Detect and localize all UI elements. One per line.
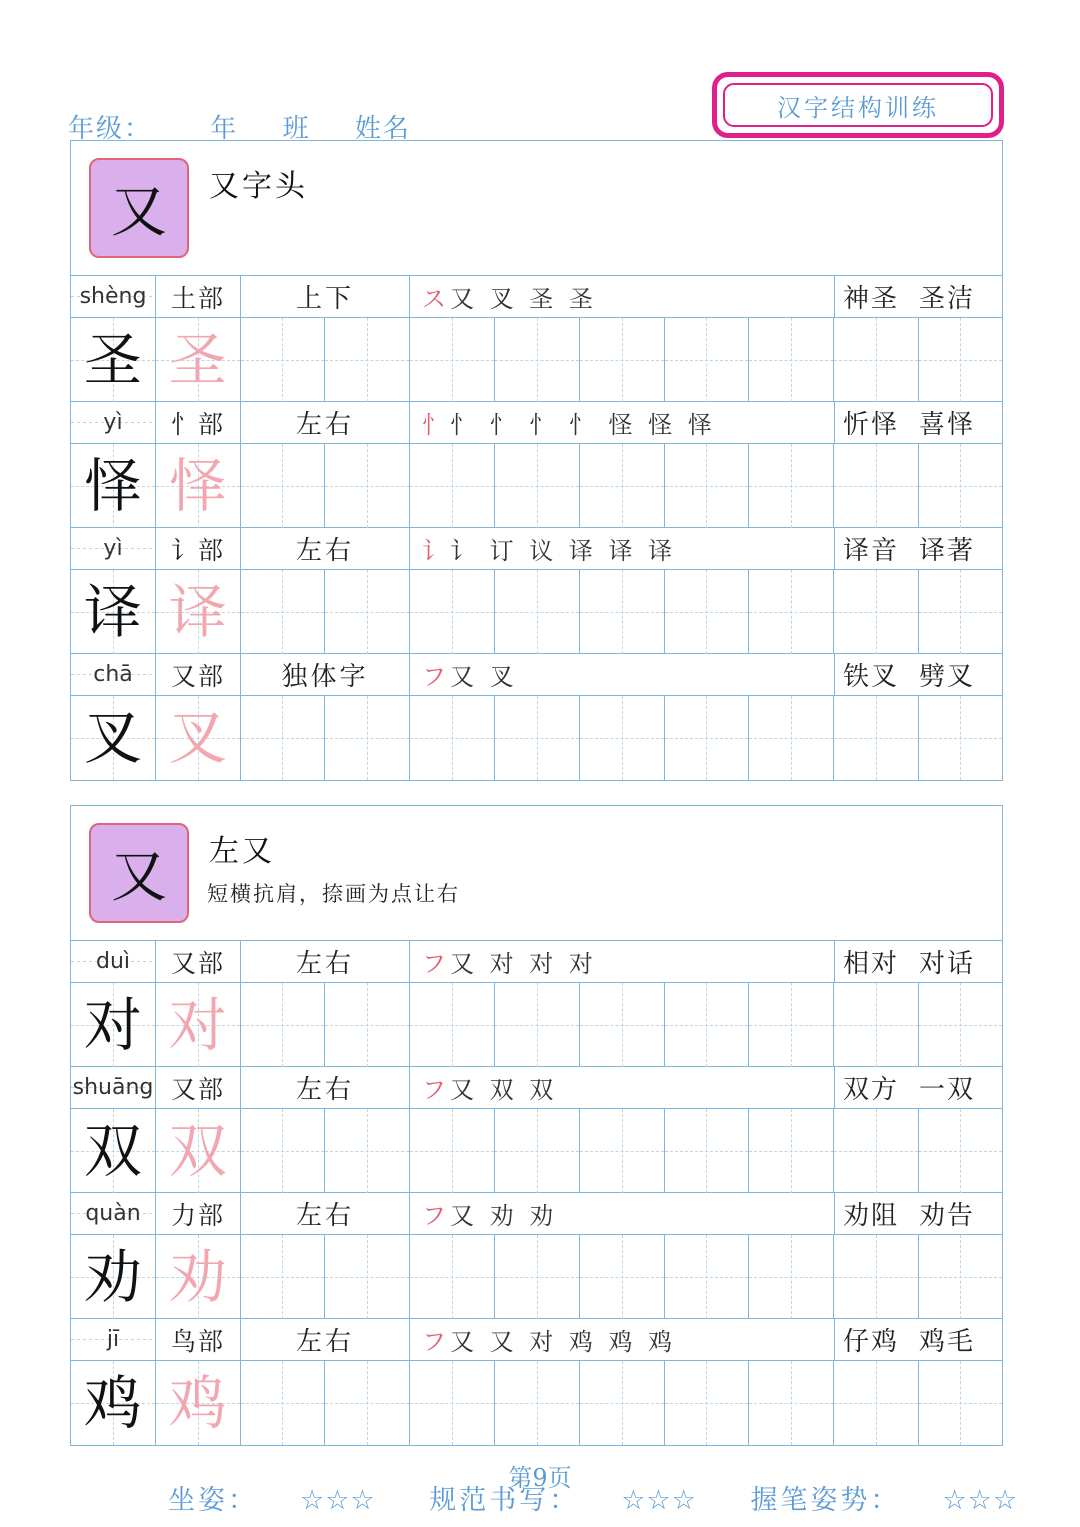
example-words	[835, 276, 1002, 317]
writing-cell[interactable]	[410, 1109, 495, 1193]
title-badge	[712, 72, 1004, 138]
writing-cell[interactable]	[325, 1361, 410, 1445]
structure: 左右	[241, 402, 410, 443]
writing-cell[interactable]	[665, 444, 750, 528]
writing-cell[interactable]	[156, 444, 241, 528]
info-row	[71, 1067, 1002, 1109]
practice-grid-row	[71, 570, 1002, 654]
writing-cell[interactable]	[919, 1109, 1002, 1193]
stroke-order-rest: 讠 订 议 译 译 译	[450, 537, 677, 565]
stroke-order-first: 讠	[422, 537, 450, 565]
writing-cell[interactable]	[325, 696, 410, 780]
stroke-order-first: フ	[422, 950, 450, 978]
pinyin: chā	[71, 654, 156, 695]
stroke-order-rest: 又 又 对 鸡 鸡 鸡	[450, 1328, 677, 1356]
writing-cell[interactable]	[71, 1109, 156, 1193]
structure: 左右	[241, 1193, 410, 1234]
stroke-order	[410, 402, 835, 443]
practice-grid-row	[71, 696, 1002, 780]
practice-grid-row	[71, 318, 1002, 402]
char-entry	[71, 528, 1002, 654]
section-name: 左又	[209, 834, 275, 869]
stroke-order	[410, 1319, 835, 1360]
writing-cell[interactable]	[749, 318, 834, 402]
writing-cell[interactable]	[834, 444, 919, 528]
writing-cell[interactable]	[495, 1109, 580, 1193]
trace-char: 鸡	[168, 1369, 227, 1437]
writing-cell[interactable]	[71, 318, 156, 402]
info-row	[71, 1193, 1002, 1235]
radical: 土部	[156, 276, 241, 317]
example-word: 相对	[843, 949, 900, 979]
grip-stars: ☆☆☆	[942, 1485, 1019, 1516]
example-words	[835, 402, 1002, 443]
pinyin: quàn	[71, 1193, 156, 1234]
writing-cell[interactable]	[919, 570, 1002, 654]
writing-cell[interactable]	[580, 1109, 665, 1193]
writing-cell[interactable]	[241, 570, 326, 654]
writing-cell[interactable]	[71, 696, 156, 780]
writing-cell[interactable]	[325, 318, 410, 402]
trace-char: 圣	[168, 326, 227, 394]
sitting-label: 坐姿：	[168, 1485, 258, 1516]
radical: 忄部	[156, 402, 241, 443]
writing-cell[interactable]	[156, 983, 241, 1067]
writing-cell[interactable]	[834, 318, 919, 402]
stroke-order-first: フ	[422, 1202, 450, 1230]
example-word: 铁叉	[843, 662, 900, 692]
example-word: 劝阻	[843, 1201, 900, 1231]
structure: 独体字	[241, 654, 410, 695]
writing-cell[interactable]	[325, 1235, 410, 1319]
component-char-box: 又	[89, 823, 189, 923]
trace-char: 劝	[168, 1243, 227, 1311]
model-char: 劝	[83, 1243, 142, 1311]
section-1	[70, 140, 1003, 781]
stroke-order-rest: 又 劝 劝	[450, 1202, 558, 1230]
model-char: 叉	[83, 704, 142, 772]
info-row	[71, 654, 1002, 696]
practice-grid-row	[71, 983, 1002, 1067]
example-words	[835, 1067, 1002, 1108]
writing-cell[interactable]	[834, 983, 919, 1067]
writing-cell[interactable]	[580, 570, 665, 654]
page-number: 第9页	[508, 1464, 572, 1492]
writing-cell[interactable]	[919, 1235, 1002, 1319]
title-badge-text: 汉字结构训练	[723, 83, 993, 127]
writing-cell[interactable]	[834, 570, 919, 654]
stroke-order-rest: 又 双 双	[450, 1076, 558, 1104]
structure: 左右	[241, 1067, 410, 1108]
stroke-order-rest: 忄 忄 忄 忄 怪 怪 怿	[450, 411, 716, 439]
stroke-order-first: フ	[422, 663, 450, 691]
writing-cell[interactable]	[156, 1361, 241, 1445]
trace-char: 对	[168, 991, 227, 1059]
section-name: 又字头	[209, 169, 308, 204]
section-2	[70, 805, 1003, 1446]
stroke-order-first: ス	[422, 285, 450, 313]
writing-cell[interactable]	[71, 444, 156, 528]
stroke-order	[410, 1067, 835, 1108]
practice-grid-row	[71, 444, 1002, 528]
example-words	[835, 528, 1002, 569]
writing-cell[interactable]	[241, 318, 326, 402]
writing-stars: ☆☆☆	[621, 1485, 697, 1516]
writing-cell[interactable]	[749, 1109, 834, 1193]
writing-cell[interactable]	[241, 983, 326, 1067]
footer-rating	[168, 1478, 1018, 1517]
writing-cell[interactable]	[410, 1361, 495, 1445]
writing-cell[interactable]	[665, 318, 750, 402]
writing-cell[interactable]	[241, 1109, 326, 1193]
writing-cell[interactable]	[834, 1361, 919, 1445]
example-word: 圣洁	[919, 284, 976, 314]
char-entry	[71, 941, 1002, 1067]
writing-cell[interactable]	[495, 696, 580, 780]
pinyin: duì	[71, 941, 156, 982]
model-char: 双	[83, 1117, 142, 1185]
writing-cell[interactable]	[919, 318, 1002, 402]
radical: 又部	[156, 941, 241, 982]
trace-char: 叉	[168, 704, 227, 772]
stroke-order-rest: 又 叉 圣 圣	[450, 285, 597, 313]
structure: 左右	[241, 941, 410, 982]
info-row	[71, 941, 1002, 983]
example-words	[835, 1319, 1002, 1360]
pinyin: yì	[71, 402, 156, 443]
practice-grid-row	[71, 1109, 1002, 1193]
writing-cell[interactable]	[665, 1235, 750, 1319]
pinyin: shèng	[71, 276, 156, 317]
char-entry	[71, 1319, 1002, 1445]
writing-cell[interactable]	[410, 444, 495, 528]
writing-cell[interactable]	[919, 983, 1002, 1067]
writing-cell[interactable]	[495, 318, 580, 402]
example-word: 劝告	[919, 1201, 976, 1231]
writing-cell[interactable]	[580, 444, 665, 528]
info-row	[71, 276, 1002, 318]
writing-cell[interactable]	[71, 1235, 156, 1319]
trace-char: 双	[168, 1117, 227, 1185]
info-row	[71, 402, 1002, 444]
pinyin: yì	[71, 528, 156, 569]
writing-cell[interactable]	[410, 318, 495, 402]
model-char: 译	[83, 578, 142, 646]
writing-cell[interactable]	[580, 983, 665, 1067]
component-char-box: 又	[89, 158, 189, 258]
structure: 左右	[241, 1319, 410, 1360]
practice-grid-row	[71, 1235, 1002, 1319]
trace-char: 怿	[168, 452, 227, 520]
writing-cell[interactable]	[495, 1361, 580, 1445]
writing-cell[interactable]	[156, 1109, 241, 1193]
class-label: 班	[282, 114, 311, 144]
writing-cell[interactable]	[156, 1235, 241, 1319]
writing-cell[interactable]	[919, 696, 1002, 780]
writing-cell[interactable]	[749, 1235, 834, 1319]
writing-cell[interactable]	[241, 1235, 326, 1319]
example-word: 译音	[843, 536, 900, 566]
trace-char: 译	[168, 578, 227, 646]
example-word: 鸡毛	[919, 1327, 976, 1357]
writing-cell[interactable]	[241, 696, 326, 780]
writing-cell[interactable]	[749, 983, 834, 1067]
example-word: 译著	[919, 536, 976, 566]
writing-cell[interactable]	[495, 444, 580, 528]
writing-cell[interactable]	[665, 1109, 750, 1193]
writing-cell[interactable]	[665, 1361, 750, 1445]
stroke-order-first: フ	[422, 1328, 450, 1356]
char-entry	[71, 276, 1002, 402]
structure: 上下	[241, 276, 410, 317]
writing-cell[interactable]	[834, 696, 919, 780]
radical: 又部	[156, 1067, 241, 1108]
example-word: 仔鸡	[843, 1327, 900, 1357]
writing-cell[interactable]	[495, 983, 580, 1067]
practice-grid-row	[71, 1361, 1002, 1445]
char-entry	[71, 1193, 1002, 1319]
writing-label: 规范书写：	[429, 1485, 580, 1516]
writing-cell[interactable]	[410, 570, 495, 654]
model-char: 对	[83, 991, 142, 1059]
example-words	[835, 1193, 1002, 1234]
stroke-order-first: フ	[422, 1076, 450, 1104]
example-words	[835, 941, 1002, 982]
stroke-order	[410, 528, 835, 569]
writing-cell[interactable]	[580, 1235, 665, 1319]
name-label: 姓名	[354, 114, 411, 144]
writing-cell[interactable]	[665, 570, 750, 654]
writing-cell[interactable]	[156, 318, 241, 402]
section-description: 短横抗肩，捺画为点让右	[207, 882, 460, 906]
writing-cell[interactable]	[665, 696, 750, 780]
pinyin: shuāng	[71, 1067, 156, 1108]
example-word: 神圣	[843, 284, 900, 314]
writing-cell[interactable]	[580, 318, 665, 402]
example-word: 对话	[919, 949, 976, 979]
example-word: 一双	[919, 1075, 976, 1105]
model-char: 圣	[83, 326, 142, 394]
writing-cell[interactable]	[241, 1361, 326, 1445]
example-words	[835, 654, 1002, 695]
writing-cell[interactable]	[71, 1361, 156, 1445]
example-word: 喜怿	[919, 410, 976, 440]
info-row	[71, 1319, 1002, 1361]
info-row	[71, 528, 1002, 570]
writing-cell[interactable]	[410, 1235, 495, 1319]
writing-cell[interactable]	[156, 570, 241, 654]
writing-cell[interactable]	[156, 696, 241, 780]
stroke-order	[410, 276, 835, 317]
char-entry	[71, 402, 1002, 528]
writing-cell[interactable]	[325, 444, 410, 528]
writing-cell[interactable]	[495, 570, 580, 654]
stroke-order	[410, 1193, 835, 1234]
writing-cell[interactable]	[749, 570, 834, 654]
writing-cell[interactable]	[325, 570, 410, 654]
char-entry	[71, 1067, 1002, 1193]
writing-cell[interactable]	[834, 1235, 919, 1319]
stroke-order-rest: 又 叉	[450, 663, 518, 691]
writing-cell[interactable]	[749, 696, 834, 780]
writing-cell[interactable]	[410, 696, 495, 780]
stroke-order-rest: 又 对 对 对	[450, 950, 597, 978]
writing-cell[interactable]	[410, 983, 495, 1067]
example-word: 劈叉	[919, 662, 976, 692]
char-entry	[71, 654, 1002, 780]
radical: 鸟部	[156, 1319, 241, 1360]
structure: 左右	[241, 528, 410, 569]
grip-label: 握笔姿势：	[750, 1485, 901, 1516]
stroke-order	[410, 941, 835, 982]
radical: 又部	[156, 654, 241, 695]
example-word: 忻怿	[843, 410, 900, 440]
writing-cell[interactable]	[749, 444, 834, 528]
model-char: 鸡	[83, 1369, 142, 1437]
writing-cell[interactable]	[665, 983, 750, 1067]
year-label: 年	[210, 114, 239, 144]
writing-cell[interactable]	[495, 1235, 580, 1319]
writing-cell[interactable]	[71, 570, 156, 654]
radical: 讠部	[156, 528, 241, 569]
writing-cell[interactable]	[834, 1109, 919, 1193]
pinyin: jī	[71, 1319, 156, 1360]
writing-cell[interactable]	[580, 696, 665, 780]
model-char: 怿	[83, 452, 142, 520]
writing-cell[interactable]	[919, 1361, 1002, 1445]
writing-cell[interactable]	[919, 444, 1002, 528]
writing-cell[interactable]	[580, 1361, 665, 1445]
writing-cell[interactable]	[71, 983, 156, 1067]
writing-cell[interactable]	[749, 1361, 834, 1445]
writing-cell[interactable]	[325, 983, 410, 1067]
section-header	[71, 141, 1002, 276]
sitting-stars: ☆☆☆	[300, 1485, 376, 1516]
stroke-order	[410, 654, 835, 695]
radical: 力部	[156, 1193, 241, 1234]
section-header	[71, 806, 1002, 941]
example-word: 双方	[843, 1075, 900, 1105]
grade-label: 年级：	[68, 114, 153, 144]
writing-cell[interactable]	[241, 444, 326, 528]
stroke-order-first: 忄	[422, 411, 450, 439]
writing-cell[interactable]	[325, 1109, 410, 1193]
